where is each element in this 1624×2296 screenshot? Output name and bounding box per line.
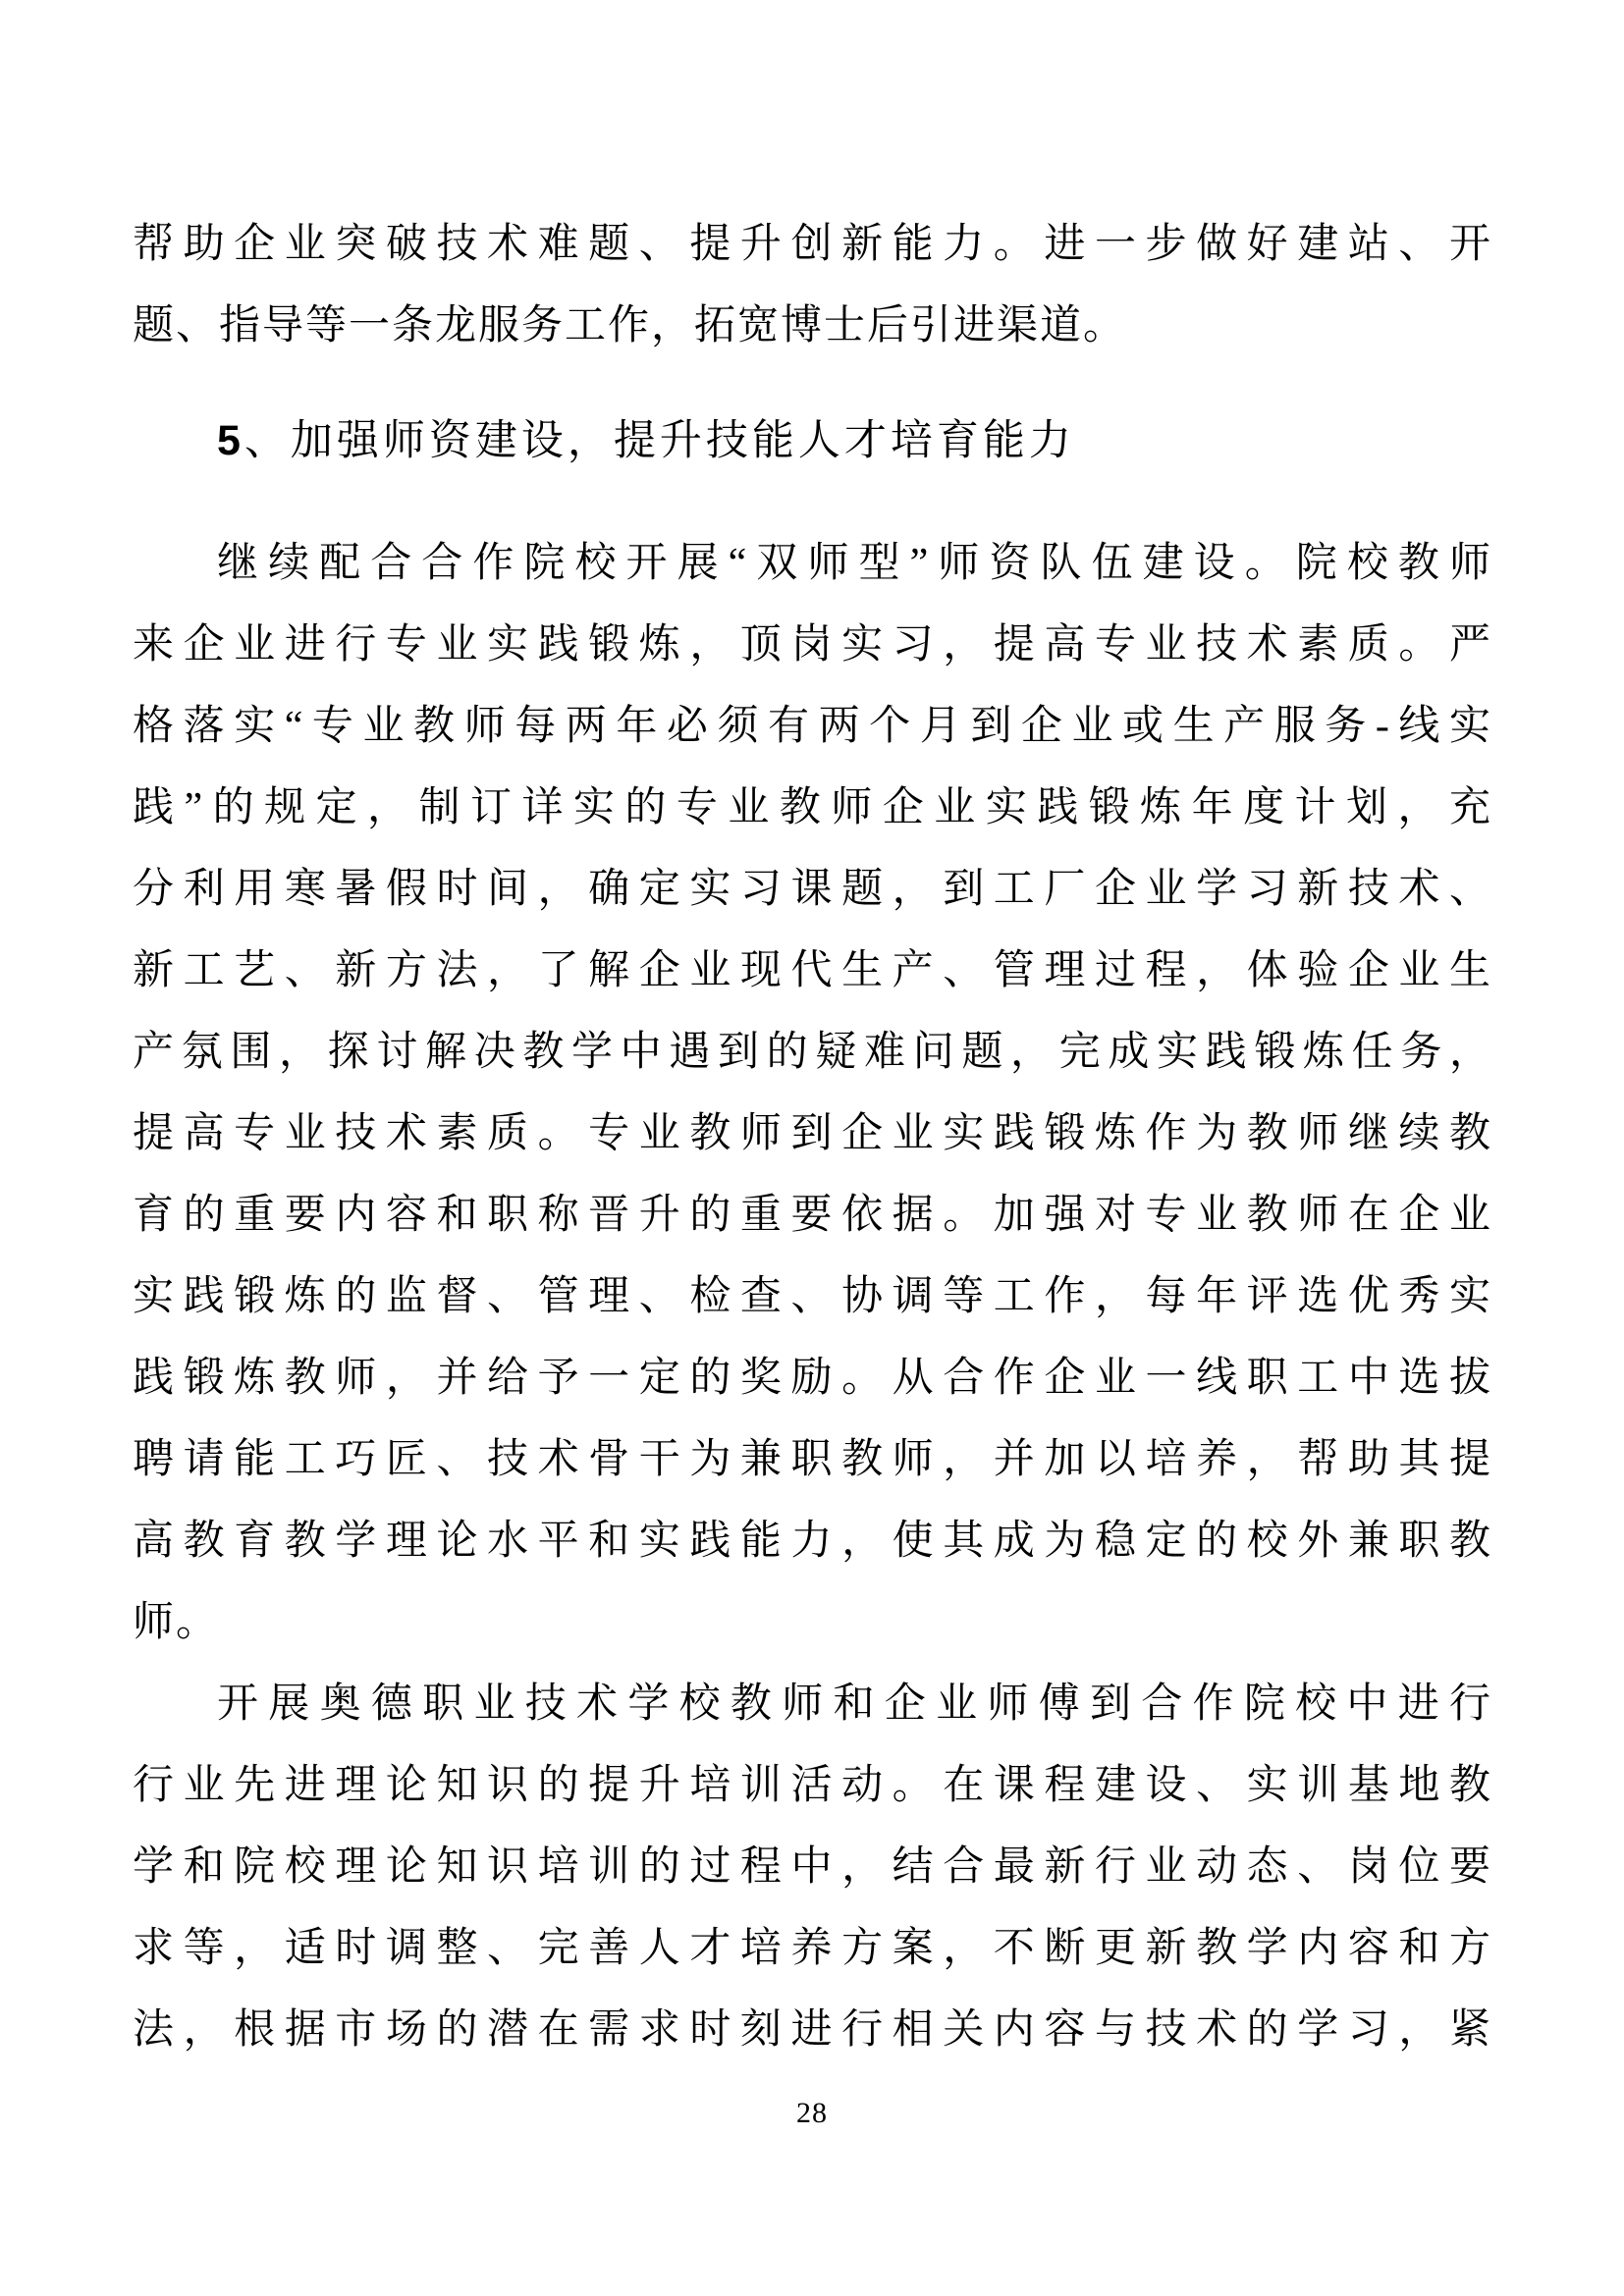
paragraph3-line: 学和院校理论知识培训的过程中，结合最新行业动态、岗位要 [133,1844,1492,1890]
section-heading-number: 5 [217,417,244,464]
page-number: 28 [796,2097,828,2129]
section-heading-title: 、加强师资建设，提升技能人才培育能力 [244,418,1075,464]
paragraph2-line: 分利用寒暑假时间，确定实习课题，到工厂企业学习新技术、 [133,867,1492,912]
paragraph2-line: 来企业进行专业实践锻炼，顶岗实习，提高专业技术素质。严 [133,622,1492,667]
section-heading [133,400,1492,482]
paragraph3-line: 求等，适时调整、完善人才培养方案，不断更新教学内容和方 [133,1926,1492,1971]
paragraph2-line: 新工艺、新方法，了解企业现代生产、管理过程，体验企业生 [133,948,1492,993]
paragraph2-line: 聘请能工巧匠、技术骨干为兼职教师，并加以培养，帮助其提 [133,1437,1492,1482]
paragraph3-line: 开展奥德职业技术学校教师和企业师傅到合作院校中进行 [217,1682,1492,1727]
paragraph2-line: 格落实“专业教师每两年必须有两个月到企业或生产服务-线实 [133,704,1492,749]
document-content [133,204,1492,2071]
paragraph2-line: 师。 [133,1600,220,1645]
paragraph1-line: 题、指导等一条龙服务工作，拓宽博士后引进渠道。 [133,303,1127,348]
paragraph2-line: 实践锻炼的监督、管理、检查、协调等工作，每年评选优秀实 [133,1274,1492,1319]
page-footer [0,2097,1624,2130]
paragraph3-line: 行业先进理论知识的提升培训活动。在课程建设、实训基地教 [133,1763,1492,1808]
paragraph1-line: 帮助企业突破技术难题、提升创新能力。进一步做好建站、开 [133,222,1492,267]
paragraph3-line: 法，根据市场的潜在需求时刻进行相关内容与技术的学习，紧 [133,2007,1492,2053]
paragraph2-line: 产氛围，探讨解决教学中遇到的疑难问题，完成实践锻炼任务， [133,1030,1492,1075]
paragraph2-line: 育的重要内容和职称晋升的重要依据。加强对专业教师在企业 [133,1193,1492,1238]
paragraph2-line: 继续配合合作院校开展“双师型”师资队伍建设。院校教师 [217,541,1492,586]
paragraph2-line: 提高专业技术素质。专业教师到企业实践锻炼作为教师继续教 [133,1111,1492,1156]
paragraph2-line: 践”的规定，制订详实的专业教师企业实践锻炼年度计划，充 [133,785,1492,830]
paragraph2-line: 高教育教学理论水平和实践能力，使其成为稳定的校外兼职教 [133,1519,1492,1564]
paragraph2-line: 践锻炼教师，并给予一定的奖励。从合作企业一线职工中选拔 [133,1356,1492,1401]
